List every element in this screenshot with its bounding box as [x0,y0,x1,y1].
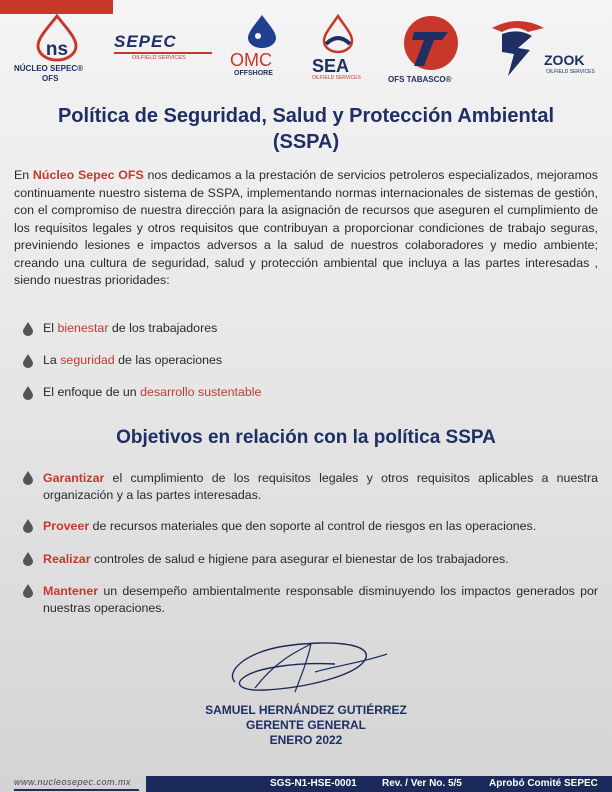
sepec-sub: OILFIELD SERVICES [132,55,186,61]
top-accent-bar [0,0,113,14]
policy-title-line2: (SSPA) [272,131,340,153]
sea-sub: OILFIELD SERVICES [312,75,361,81]
handwritten-signature [215,632,395,702]
sepec-underline [114,52,212,54]
ofs-tabasco-logo [384,14,478,94]
objective-text: el cumplimiento de los requisitos legales y otros requisitos aplicables a nuestra organización y a las partes interesadas. [43,471,598,502]
signer-name: SAMUEL HERNÁNDEZ GUTIÉRREZ [205,703,407,717]
nucleo-drop-icon [32,14,82,62]
priority-after: de los trabajadores [108,321,218,335]
omc-sub: OFFSHORE [234,70,273,77]
omc-drop-icon [244,14,280,48]
priority-highlight: seguridad [60,353,115,367]
document-code: SGS-N1-HSE-0001 [270,778,357,789]
intro-body: nos dedicamos a la prestación de servicios petroleros especializados, mejoramos continuamente nuestro sistema de SSPA, implementando normas internacionales de sistemas de gestión, con el compromiso de nuestra dirección para la asignación de recursos que aseguren el cumplimiento de los requisitos legales y otros requisitos que contribuyan a proporcionar condiciones de trabajo seguras, previniendo lesiones e impactos adversos a la salud de nuestros colaboradores y medio ambiente; creando una cultura de seguridad, salud y protección ambiental que incluya a las partes interesadas , siendo nuestras prioridades: [14,168,598,287]
policy-intro [14,167,598,290]
priority-after: de las operaciones [114,353,223,367]
nucleo-sub: OFS [42,74,59,83]
priority-highlight: desarrollo sustentable [140,385,262,399]
objective-highlight: Realizar [43,552,91,566]
nucleo-caption: NÚCLEO SEPEC® [14,64,84,73]
footer-website: www.nucleosepec.com.mx [14,777,132,787]
signer-date: ENERO 2022 [269,733,343,747]
signer-block [180,703,432,748]
footer-underline [14,789,139,791]
revision-number: Rev. / Ver No. 5/5 [382,778,462,789]
sepec-caption: SEPEC [114,32,177,51]
drop-bullet-icon [22,519,34,533]
logo-strip [0,14,612,94]
svg-text:ns: ns [45,39,69,60]
priority-before: El enfoque de un [43,385,141,399]
intro-company: Núcleo Sepec OFS [32,168,144,182]
objective-item [22,583,598,617]
footer-bar [146,776,612,792]
objective-item [22,551,598,568]
approval-note: Aprobó Comité SEPEC [489,778,598,789]
priority-before: La [43,353,61,367]
objective-item [22,518,598,535]
drop-bullet-icon [22,471,34,485]
sea-wave-icon [318,14,358,54]
objective-highlight: Mantener [43,584,99,598]
drop-bullet-icon [22,322,34,336]
objective-text: de recursos materiales que den soporte al control de riesgos en las operaciones. [89,519,537,533]
objective-item [22,470,598,504]
drop-bullet-icon [22,552,34,566]
signer-role: GERENTE GENERAL [245,718,366,732]
sea-caption: SEA [312,56,350,76]
sea-logo [306,14,370,94]
priority-before: El [43,321,58,335]
sepec-logo [112,14,216,94]
drop-bullet-icon [22,386,34,400]
zook-logo [488,14,602,94]
omc-caption: OMC [230,50,272,70]
zook-shark-icon [488,14,548,78]
objective-highlight: Garantizar [43,471,105,485]
objective-highlight: Proveer [43,519,90,533]
drop-bullet-icon [22,584,34,598]
objectives-title: Objetivos en relación con la política SSPA [116,427,496,448]
priority-highlight: bienestar [57,321,109,335]
zook-caption: ZOOK [544,52,585,68]
tabasco-emblem-icon [402,14,460,72]
policy-title [20,103,592,155]
omc-logo [228,14,296,94]
objective-text: controles de salud e higiene para asegurar el bienestar de los trabajadores. [90,552,509,566]
intro-prefix: En [14,168,33,182]
nucleo-sepec-logo [14,14,100,94]
drop-bullet-icon [22,354,34,368]
policy-title-line1: Política de Seguridad, Salud y Protección Ambiental [57,105,555,127]
objective-text: un desempeño ambientalmente responsable disminuyendo los impactos generados por nuestras operaciones. [43,584,598,615]
zook-sub: OILFIELD SERVICES [546,69,595,75]
tabasco-caption: OFS TABASCO® [388,75,452,84]
